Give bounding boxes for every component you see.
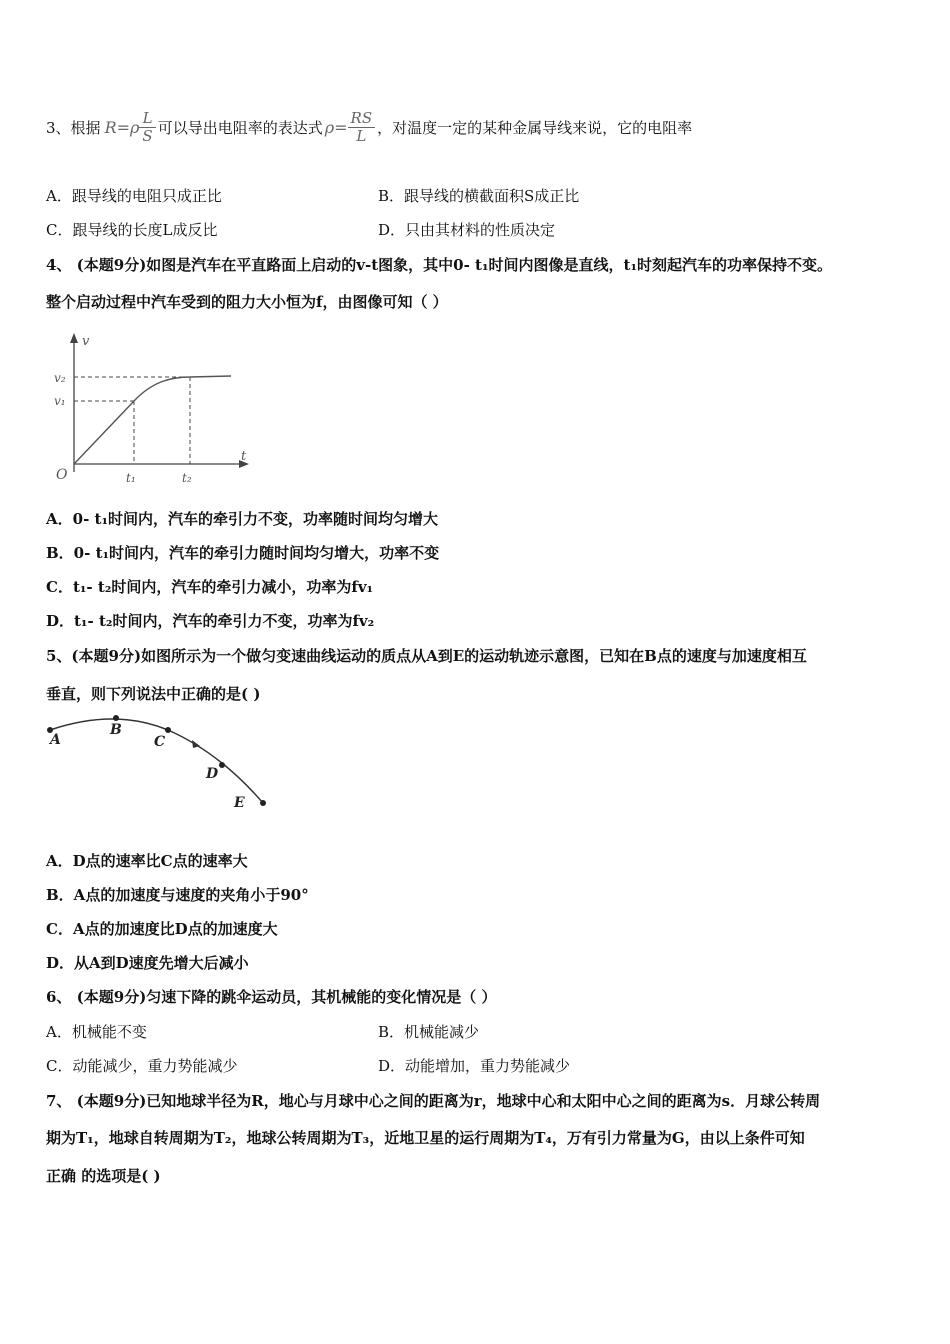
label-a: A: [50, 732, 61, 748]
q4-option-c[interactable]: C．t₁- t₂时间内，汽车的牵引力减小，功率为fv₁: [46, 578, 374, 596]
trajectory-curve: [50, 719, 263, 803]
q3-stem: [46, 104, 692, 150]
trajectory-diagram: [40, 708, 280, 818]
v-axis-arrow: [70, 333, 78, 343]
point-e: [260, 800, 266, 806]
v1-label: v₁: [54, 394, 66, 408]
q7-stem-line3: 正确 的选项是( ): [46, 1167, 161, 1185]
q3-option-b[interactable]: B．跟导线的横截面积S成正比: [378, 187, 580, 205]
v2-label: v₂: [54, 371, 66, 385]
q3-option-a[interactable]: A．跟导线的电阻只成正比: [46, 187, 222, 205]
q7-stem-line1: 7、 (本题9分)已知地球半径为R，地心与月球中心之间的距离为r，地球中心和太阳中心之间的距离为s．月球公转周: [46, 1092, 821, 1110]
t-axis-label: t: [241, 449, 247, 464]
q6-option-d[interactable]: D．动能增加，重力势能减少: [378, 1057, 571, 1075]
q5-option-d[interactable]: D．从A到D速度先增大后减小: [46, 954, 249, 972]
q7-stem-line2: 期为T₁，地球自转周期为T₂，地球公转周期为T₃，近地卫星的运行周期为T₄，万有引力常量为G，由以上条件可知: [46, 1129, 805, 1147]
q4-stem-line2: 整个启动过程中汽车受到的阻力大小恒为f，由图像可知（ ）: [46, 293, 448, 311]
label-b: B: [110, 722, 122, 738]
formula-resistivity: ρ= $\frac{RS}{L}$: [325, 110, 375, 145]
q6-option-a[interactable]: A．机械能不变: [46, 1023, 147, 1041]
label-d: D: [206, 766, 219, 782]
q3-number: 3、: [46, 118, 71, 137]
q4-option-d[interactable]: D．t₁- t₂时间内，汽车的牵引力不变，功率为fv₂: [46, 612, 375, 630]
q4-stem-line1: 4、 (本题9分)如图是汽车在平直路面上启动的v-t图象，其中0- t₁时间内图像是直线，t₁时刻起汽车的功率保持不变。: [46, 256, 833, 274]
vt-curve: [74, 376, 231, 464]
vt-graph: [48, 330, 263, 490]
t2-label: t₂: [182, 471, 192, 485]
label-c: C: [154, 734, 166, 750]
q5-option-c[interactable]: C．A点的加速度比D点的加速度大: [46, 920, 278, 938]
t1-label: t₁: [126, 471, 136, 485]
q3-option-c[interactable]: C．跟导线的长度L成反比: [46, 221, 218, 239]
q6-option-b[interactable]: B．机械能减少: [378, 1023, 480, 1041]
q3-pre: 根据: [70, 118, 101, 137]
q6-stem: 6、 (本题9分)匀速下降的跳伞运动员，其机械能的变化情况是（ ）: [46, 988, 497, 1006]
q4-option-b[interactable]: B．0- t₁时间内，汽车的牵引力随时间均匀增大，功率不变: [46, 544, 440, 562]
point-b: [113, 715, 119, 721]
label-e: E: [234, 795, 245, 811]
q3-mid: 可以导出电阻率的表达式: [157, 118, 323, 137]
point-c: [165, 727, 171, 733]
q5-option-b[interactable]: B．A点的加速度与速度的夹角小于90°: [46, 886, 309, 904]
q3-option-d[interactable]: D．只由其材料的性质决定: [378, 221, 556, 239]
q6-option-c[interactable]: C．动能减少，重力势能减少: [46, 1057, 238, 1075]
q5-option-a[interactable]: A．D点的速率比C点的速率大: [46, 852, 248, 870]
formula-resistance: R=ρ $\frac{L}{S}$: [105, 110, 156, 145]
origin-label: O: [56, 467, 68, 483]
q4-option-a[interactable]: A．0- t₁时间内，汽车的牵引力不变，功率随时间均匀增大: [46, 510, 439, 528]
v-axis-label: v: [82, 334, 90, 349]
q5-stem-line2: 垂直，则下列说法中正确的是( ): [46, 685, 261, 703]
q3-post: ，对温度一定的某种金属导线来说，它的电阻率: [377, 118, 693, 137]
q5-stem-line1: 5、(本题9分)如图所示为一个做匀变速曲线运动的质点从A到E的运动轨迹示意图，已知在B点的速度与加速度相互: [46, 647, 807, 665]
point-d: [219, 762, 225, 768]
